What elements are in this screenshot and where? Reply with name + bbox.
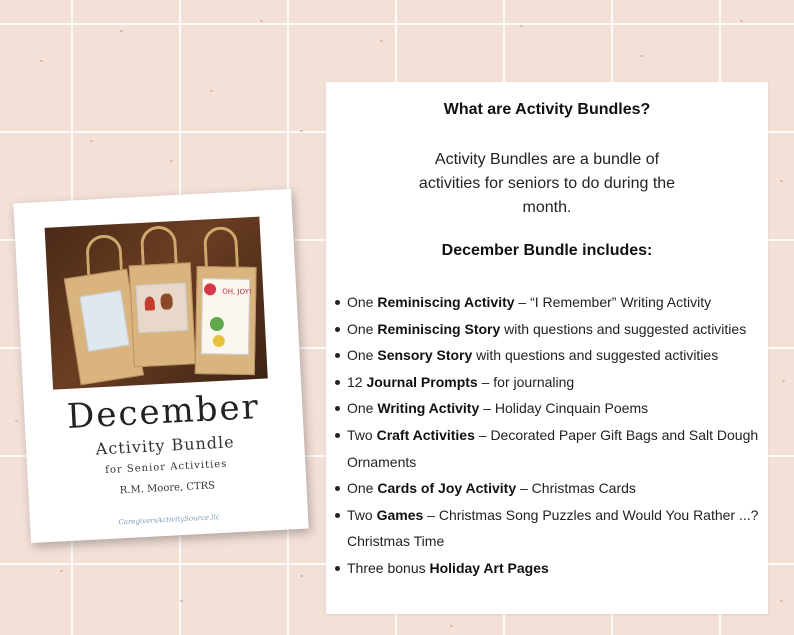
info-panel <box>326 82 768 614</box>
list-item: Three bonus Holiday Art Pages <box>332 555 762 582</box>
list-item: One Cards of Joy Activity – Christmas Cards <box>332 475 762 502</box>
list-item: Two Games – Christmas Song Puzzles and Would You Rather ...? Christmas Time <box>332 502 762 555</box>
cover-title: December <box>66 386 261 437</box>
book-cover <box>13 189 308 543</box>
list-item: Two Craft Activities – Decorated Paper Gift Bags and Salt Dough Ornaments <box>332 422 762 475</box>
cover-subtitle: Activity Bundle <box>95 432 236 459</box>
panel-subheading: December Bundle includes: <box>441 242 653 259</box>
photo-card-text: OH, JOY! <box>222 287 252 297</box>
cover-source: CaregiversActivitySource.llc <box>118 513 220 527</box>
cover-for-line: for Senior Activities <box>104 458 228 477</box>
bundle-items-list <box>332 289 762 582</box>
cover-photo-gift-bags <box>45 217 268 390</box>
list-item: 12 Journal Prompts – for journaling <box>332 369 762 396</box>
list-item: One Sensory Story with questions and suggested activities <box>332 342 762 369</box>
list-item: One Writing Activity – Holiday Cinquain Poems <box>332 395 762 422</box>
panel-description: Activity Bundles are a bundle of activities for seniors to do during the month. <box>418 151 676 216</box>
list-item: One Reminiscing Story with questions and suggested activities <box>332 316 762 343</box>
list-item: One Reminiscing Activity – “I Remember” Writing Activity <box>332 289 762 316</box>
panel-heading: What are Activity Bundles? <box>443 101 651 118</box>
cover-author: R.M. Moore, CTRS <box>119 480 216 497</box>
